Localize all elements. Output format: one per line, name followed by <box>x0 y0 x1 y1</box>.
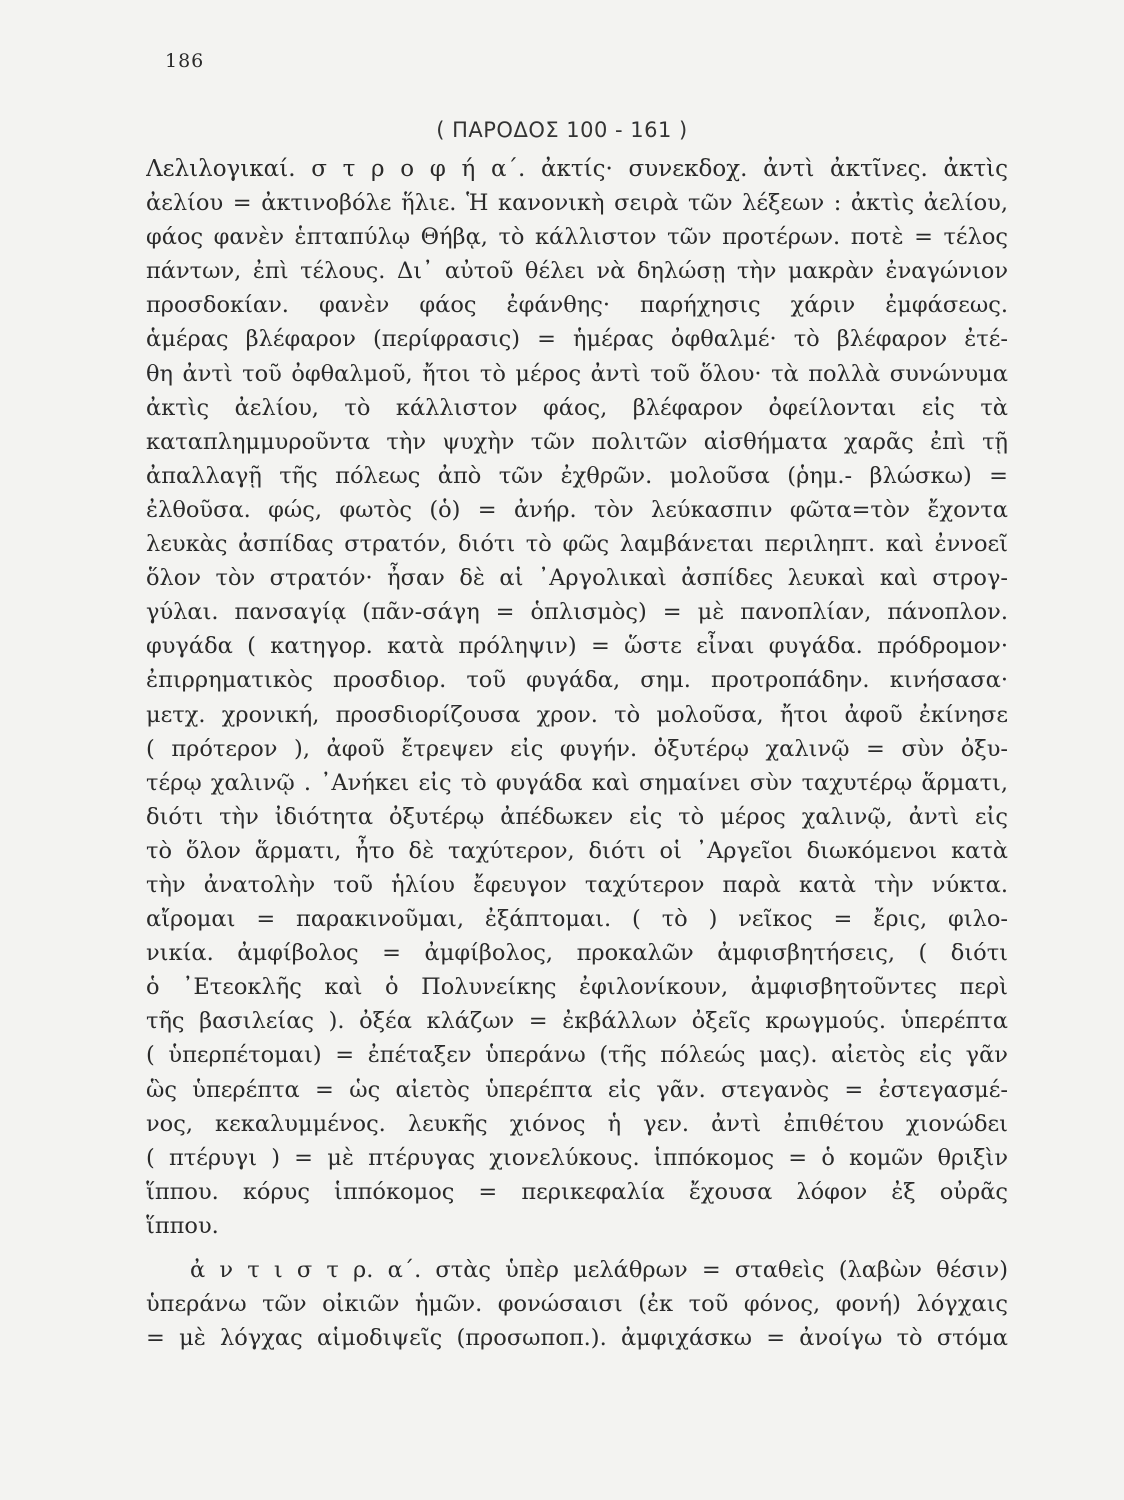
commentary-text <box>146 152 1008 1355</box>
text-line: γύλαι. πανσαγίᾳ (πᾶν-σάγη = ὁπλισμὸς) = μὲ πανοπλίαν, πάνοπλον. <box>146 599 1008 626</box>
text-line: ἀπαλλαγῇ τῆς πόλεως ἀπὸ τῶν ἐχθρῶν. μολοῦσα (ῥημ.- βλώσκω) = <box>146 462 1008 489</box>
text-line: φάος φανὲν ἑπταπύλῳ Θήβᾳ, τὸ κάλλιστον τῶν προτέρων. ποτὲ = τέλος <box>146 224 1008 251</box>
text-line: τὴν ἀνατολὴν τοῦ ἡλίου ἔφευγον ταχύτερον παρὰ κατὰ τὴν νύκτα. <box>146 871 1008 898</box>
text-line: ἀκτὶς ἀελίου, τὸ κάλλιστον φάος, βλέφαρον ὀφείλονται εἰς τὰ <box>146 394 1008 421</box>
text-line: = μὲ λόγχας αἱμοδιψεῖς (προσωποπ.). ἀμφιχάσκω = ἀνοίγω τὸ στόμα <box>146 1325 1008 1352</box>
text-line: ἀελίου = ἀκτινοβόλε ἥλιε. Ἡ κανονικὴ σειρὰ τῶν λέξεων : ἀκτὶς ἀελίου, <box>146 190 1008 217</box>
text-line: τὸ ὅλον ἅρματι, ἦτο δὲ ταχύτερον, διότι οἱ ᾿Αργεῖοι διωκόμενοι κατὰ <box>146 837 1008 864</box>
text-line: ἐλθοῦσα. φώς, φωτὸς (ὁ) = ἀνήρ. τὸν λεύκασπιν φῶτα=τὸν ἔχοντα <box>146 496 1008 523</box>
section-heading: ( ΠΑΡΟΔΟΣ 100 - 161 ) <box>436 118 688 142</box>
text-line: ὣς ὑπερέπτα = ὡς αἰετὸς ὑπερέπτα εἰς γᾶν. στεγανὸς = ἐστεγασμέ- <box>146 1076 1008 1103</box>
page-number: 186 <box>165 50 205 72</box>
text-line: ὁ ᾿Ετεοκλῆς καὶ ὁ Πολυνείκης ἐφιλονίκουν, ἀμφισβητοῦντες περὶ <box>146 974 1008 1001</box>
text-line: διότι τὴν ἰδιότητα ὀξυτέρῳ ἀπέδωκεν εἰς τὸ μέρος χαλινῷ, ἀντὶ εἰς <box>146 803 1008 830</box>
text-line: νος, κεκαλυμμένος. λευκῆς χιόνος ἡ γεν. ἀντὶ ἐπιθέτου χιονώδει <box>146 1110 1008 1137</box>
text-line: πάντων, ἐπὶ τέλους. Δι᾽ αὐτοῦ θέλει νὰ δηλώσῃ τὴν μακρὰν ἐναγώνιον <box>146 258 1008 285</box>
paragraph-gap <box>146 1243 1008 1253</box>
text-line: καταπλημμυροῦντα τὴν ψυχὴν τῶν πολιτῶν αἰσθήματα χαρᾶς ἐπὶ τῇ <box>146 428 1008 455</box>
text-line: φυγάδα ( κατηγορ. κατὰ πρόληψιν) = ὥστε εἶναι φυγάδα. πρόδρομον· <box>146 633 1008 660</box>
text-line: ὅλον τὸν στρατόν· ἦσαν δὲ αἱ ᾿Αργολικαὶ ἀσπίδες λευκαὶ καὶ στρογ- <box>146 565 1008 592</box>
text-line: μετχ. χρονική, προσδιορίζουσα χρον. τὸ μολοῦσα, ἤτοι ἀφοῦ ἐκίνησε <box>146 701 1008 728</box>
text-line: λευκὰς ἀσπίδας στρατόν, διότι τὸ φῶς λαμβάνεται περιληπτ. καὶ ἐννοεῖ <box>146 531 1008 558</box>
text-line: τῆς βασιλείας ). ὀξέα κλάζων = ἐκβάλλων ὀξεῖς κρωγμούς. ὑπερέπτα <box>146 1008 1008 1035</box>
text-line: τέρῳ χαλινῷ . ᾿Ανήκει εἰς τὸ φυγάδα καὶ σημαίνει σὺν ταχυτέρῳ ἅρματι, <box>146 769 1008 796</box>
text-line: αἴρομαι = παρακινοῦμαι, ἐξάπτομαι. ( τὸ ) νεῖκος = ἔρις, φιλο- <box>146 906 1008 933</box>
text-line: ( πρότερον ), ἀφοῦ ἔτρεψεν εἰς φυγήν. ὀξυτέρῳ χαλινῷ = σὺν ὀξυ- <box>146 735 1008 762</box>
text-line: Λελιλογικαί. σ τ ρ ο φ ή α΄. ἀκτίς· συνεκδοχ. ἀντὶ ἀκτῖνες. ἀκτὶς <box>146 156 1008 182</box>
text-line: ἁμέρας βλέφαρον (περίφρασις) = ἡμέρας ὀφθαλμέ· τὸ βλέφαρον ἐτέ- <box>146 326 1008 353</box>
text-line: ὑπεράνω τῶν οἰκιῶν ἡμῶν. φονώσαισι (ἐκ τοῦ φόνος, φονή) λόγχαις <box>146 1291 1008 1318</box>
text-line: ἵππου. κόρυς ἱππόκομος = περικεφαλία ἔχουσα λόφον ἐξ οὐρᾶς <box>146 1178 1008 1205</box>
text-line: ἀ ν τ ι σ τ ρ. α΄. στὰς ὑπὲρ μελάθρων = σταθεὶς (λαβὼν θέσιν) <box>190 1257 1008 1283</box>
text-line: ( πτέρυγι ) = μὲ πτέρυγας χιονελύκους. ἱππόκομος = ὁ κομῶν θριξὶν <box>146 1144 1008 1171</box>
text-line: ( ὑπερπέτομαι) = ἐπέταξεν ὑπεράνω (τῆς πόλεώς μας). αἰετὸς εἰς γᾶν <box>146 1042 1008 1069</box>
text-line: προσδοκίαν. φανὲν φάος ἐφάνθης· παρήχησις χάριν ἐμφάσεως. <box>146 292 1008 319</box>
text-line: ἐπιρρηματικὸς προσδιορ. τοῦ φυγάδα, σημ. προτροπάδην. κινήσασα· <box>146 667 1008 694</box>
text-line: ἵππου. <box>146 1212 219 1239</box>
text-line: νικία. ἀμφίβολος = ἀμφίβολος, προκαλῶν ἀμφισβητήσεις, ( διότι <box>146 940 1008 967</box>
text-line: θη ἀντὶ τοῦ ὀφθαλμοῦ, ἤτοι τὸ μέρος ἀντὶ τοῦ ὅλου· τὰ πολλὰ συνώνυμα <box>146 360 1008 387</box>
